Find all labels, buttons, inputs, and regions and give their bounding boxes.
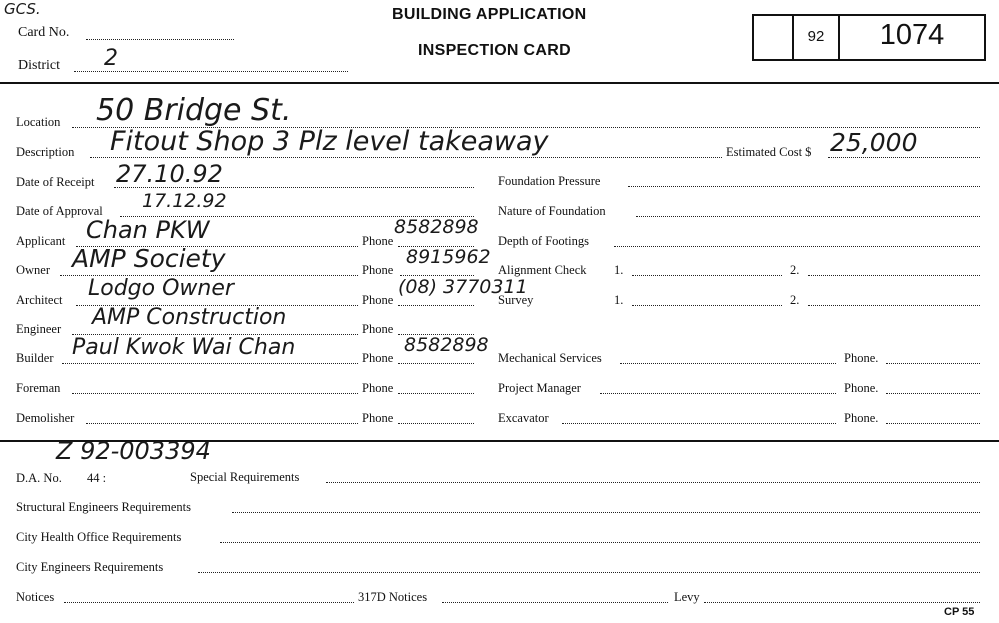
project-manager-phone-label: Phone.: [844, 381, 879, 395]
district-value: 2: [104, 46, 118, 71]
special-requirements-label: Special Requirements: [190, 470, 300, 484]
city-engineers-label: City Engineers Requirements: [16, 560, 164, 574]
owner-value: AMP Society: [72, 244, 226, 273]
foundation-pressure-field[interactable]: [628, 186, 980, 187]
structural-engineers-label: Structural Engineers Requirements: [16, 500, 191, 514]
excavator-field[interactable]: [562, 423, 836, 424]
nature-of-foundation-field[interactable]: [636, 216, 980, 217]
survey-2-label: 2.: [790, 293, 800, 307]
da-value: 44 :: [87, 471, 107, 485]
date-of-receipt-value: 27.10.92: [116, 160, 223, 188]
card-no-field[interactable]: [86, 39, 234, 40]
da-number-handwritten: Z 92-003394: [56, 437, 211, 465]
owner-phone-label: Phone: [362, 263, 394, 277]
alignment-check-1-label: 1.: [614, 263, 624, 277]
mechanical-services-phone-label: Phone.: [844, 351, 879, 365]
notices-field[interactable]: [64, 602, 354, 603]
foreman-phone-field[interactable]: [398, 393, 474, 394]
card-number: 1074: [879, 19, 945, 51]
city-engineers-field[interactable]: [198, 572, 980, 573]
foreman-phone-label: Phone: [362, 381, 394, 395]
notices-label: Notices: [16, 590, 55, 604]
nature-of-foundation-label: Nature of Foundation: [498, 204, 606, 218]
alignment-check-2-label: 2.: [790, 263, 800, 277]
excavator-label: Excavator: [498, 411, 549, 425]
owner-label: Owner: [16, 263, 51, 277]
description-label: Description: [16, 145, 75, 159]
gcs-handwritten-mark: GCS.: [4, 0, 41, 18]
estimated-cost-value: 25,000: [830, 128, 918, 157]
description-field[interactable]: [90, 157, 722, 158]
structural-engineers-field[interactable]: [232, 512, 980, 513]
alignment-check-label: Alignment Check: [498, 263, 587, 277]
form-code: CP 55: [944, 606, 975, 618]
city-health-label: City Health Office Requirements: [16, 530, 182, 544]
da-label: D.A. No.: [16, 471, 62, 485]
project-manager-phone-field[interactable]: [886, 393, 980, 394]
city-health-field[interactable]: [220, 542, 980, 543]
applicant-value: Chan PKW: [86, 216, 210, 244]
architect-phone-label: Phone: [362, 293, 394, 307]
owner-phone-value: 8915962: [406, 246, 491, 268]
demolisher-field[interactable]: [86, 423, 358, 424]
special-requirements-field[interactable]: [326, 482, 980, 483]
alignment-check-1-field[interactable]: [632, 275, 782, 276]
excavator-phone-label: Phone.: [844, 411, 879, 425]
builder-field[interactable]: [62, 363, 358, 364]
demolisher-phone-label: Phone: [362, 411, 394, 425]
builder-phone-field[interactable]: [398, 363, 474, 364]
form-title-line2: INSPECTION CARD: [418, 42, 571, 59]
mechanical-services-field[interactable]: [620, 363, 836, 364]
architect-phone-field[interactable]: [398, 305, 474, 306]
mechanical-services-phone-field[interactable]: [886, 363, 980, 364]
header-divider: [0, 82, 999, 84]
engineer-phone-label: Phone: [362, 322, 394, 336]
date-of-receipt-label: Date of Receipt: [16, 175, 95, 189]
description-value: Fitout Shop 3 Plz level takeaway: [110, 126, 549, 157]
builder-value: Paul Kwok Wai Chan: [72, 335, 296, 360]
location-label: Location: [16, 115, 61, 129]
survey-2-field[interactable]: [808, 305, 980, 306]
project-manager-label: Project Manager: [498, 381, 581, 395]
project-manager-field[interactable]: [600, 393, 836, 394]
mechanical-services-label: Mechanical Services: [498, 351, 602, 365]
depth-of-footings-label: Depth of Footings: [498, 234, 589, 248]
excavator-phone-field[interactable]: [886, 423, 980, 424]
district-label: District: [18, 58, 60, 73]
foundation-pressure-label: Foundation Pressure: [498, 174, 601, 188]
survey-1-label: 1.: [614, 293, 624, 307]
alignment-check-2-field[interactable]: [808, 275, 980, 276]
builder-phone-value: 8582898: [404, 334, 489, 356]
survey-1-field[interactable]: [632, 305, 782, 306]
builder-phone-label: Phone: [362, 351, 394, 365]
depth-of-footings-field[interactable]: [614, 246, 980, 247]
applicant-phone-value: 8582898: [394, 216, 479, 238]
estimated-cost-field[interactable]: [828, 157, 980, 158]
engineer-label: Engineer: [16, 322, 62, 336]
levy-label: Levy: [674, 590, 700, 604]
location-value: 50 Bridge St.: [96, 93, 292, 128]
builder-label: Builder: [16, 351, 54, 365]
date-of-approval-label: Date of Approval: [16, 204, 103, 218]
card-number-box: [752, 14, 986, 61]
foreman-field[interactable]: [72, 393, 358, 394]
architect-value: Lodgo Owner: [88, 276, 234, 301]
year-code: 92: [807, 28, 825, 45]
estimated-cost-label: Estimated Cost $: [726, 145, 812, 159]
levy-field[interactable]: [704, 602, 980, 603]
card-no-label: Card No.: [18, 25, 70, 40]
form-title-line1: BUILDING APPLICATION: [392, 6, 587, 23]
notices-317d-field[interactable]: [442, 602, 668, 603]
date-of-approval-value: 17.12.92: [142, 190, 227, 212]
applicant-phone-label: Phone: [362, 234, 394, 248]
demolisher-label: Demolisher: [16, 411, 75, 425]
applicant-label: Applicant: [16, 234, 66, 248]
architect-phone-value: (08) 3770311: [398, 276, 528, 298]
architect-label: Architect: [16, 293, 63, 307]
district-field[interactable]: [74, 71, 348, 72]
engineer-value: AMP Construction: [92, 305, 287, 330]
demolisher-phone-field[interactable]: [398, 423, 474, 424]
notices-317d-label: 317D Notices: [358, 590, 428, 604]
foreman-label: Foreman: [16, 381, 61, 395]
survey-label: Survey: [498, 293, 534, 307]
